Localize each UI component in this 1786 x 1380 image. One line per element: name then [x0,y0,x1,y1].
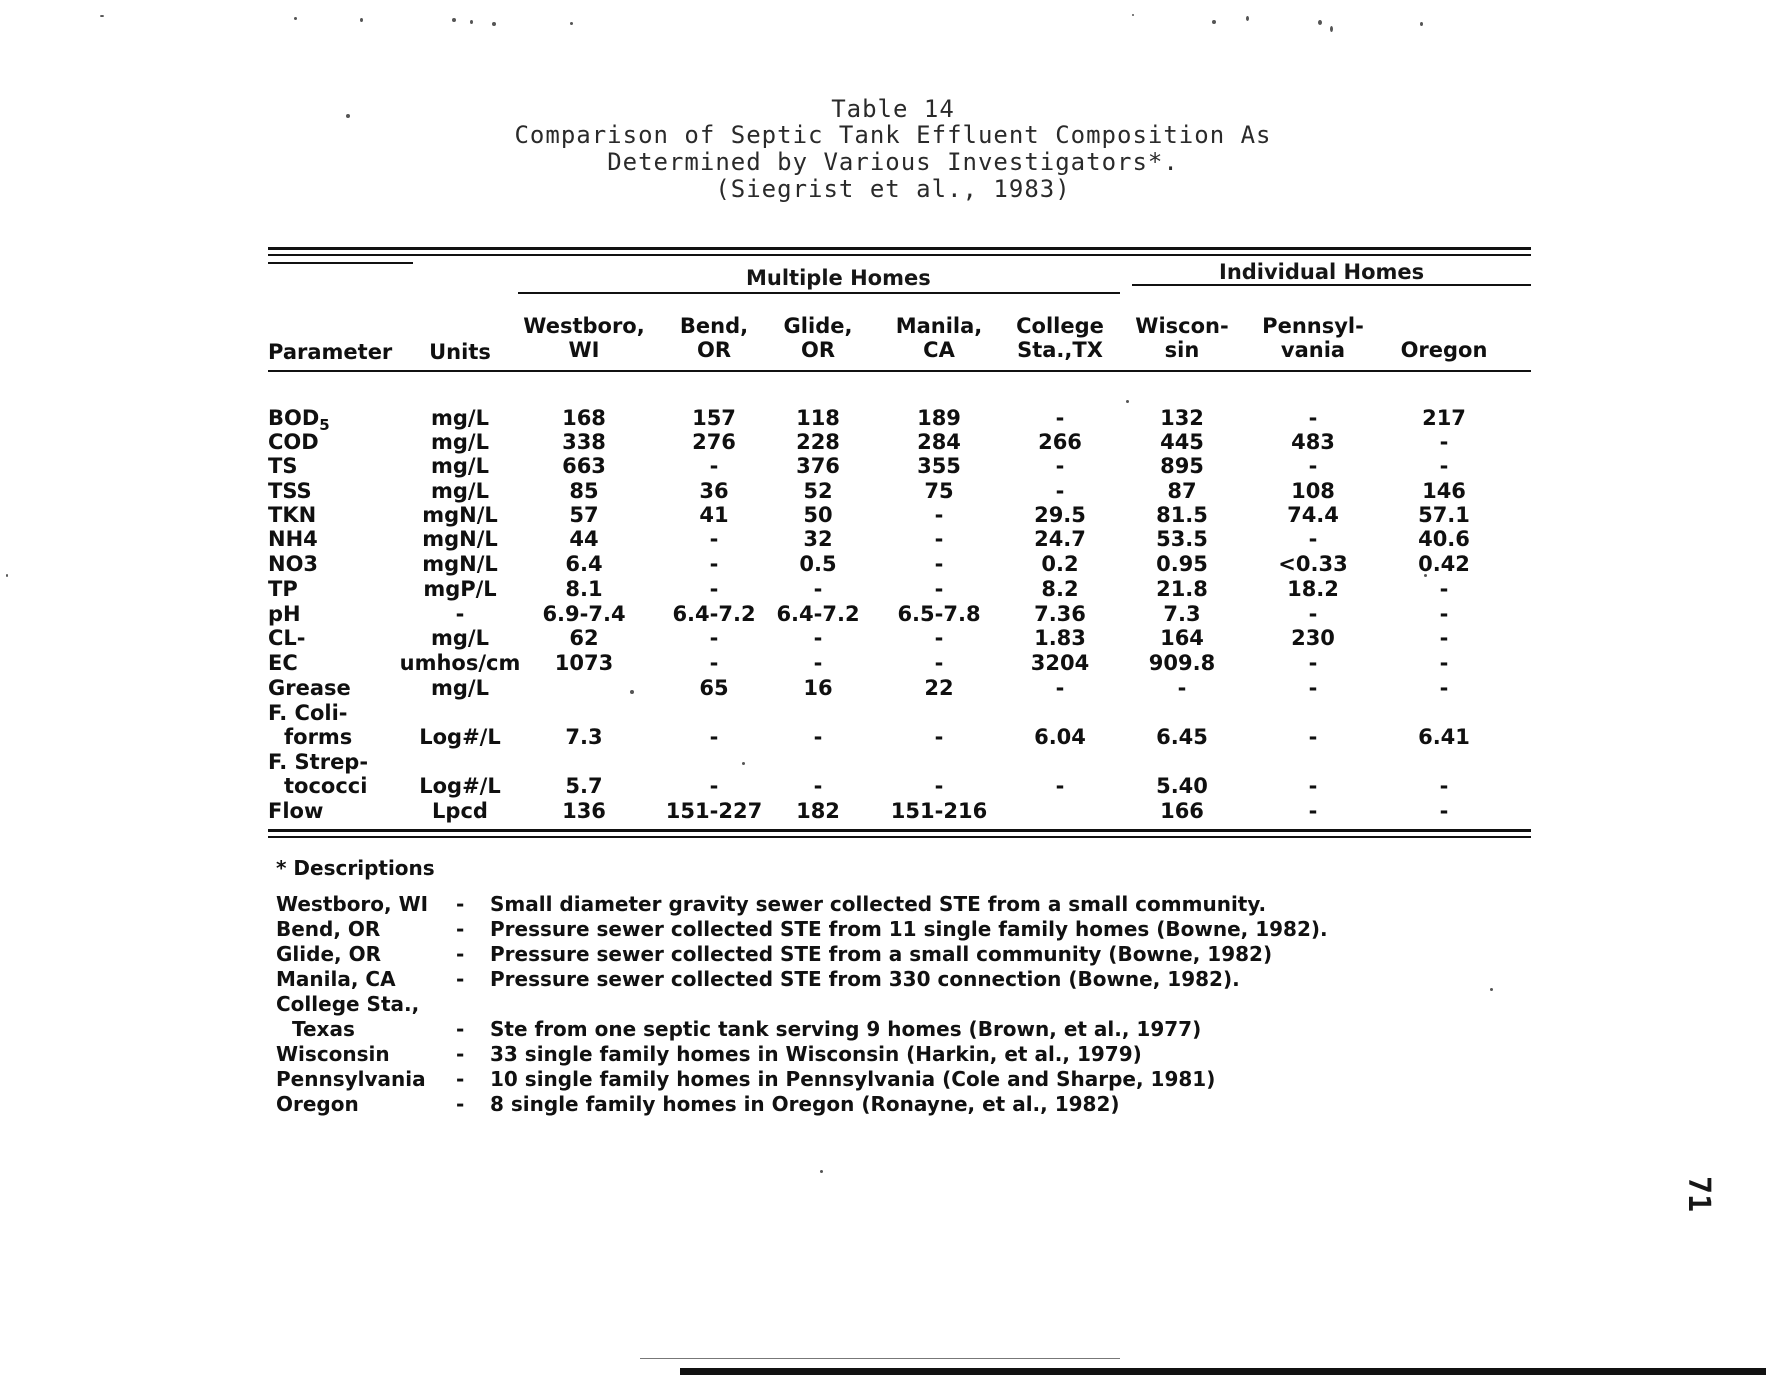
parameter-label: TSS [268,479,312,503]
value-cell: 0.42 [1418,552,1470,576]
value-cell: 6.45 [1156,725,1208,749]
description-site: Manila, CA [276,967,396,991]
header-site-line1: Manila, [895,314,983,338]
value-cell: 132 [1160,406,1204,430]
value-cell: 16 [803,676,833,700]
value-cell: 5.40 [1156,774,1208,798]
value-cell: 0.5 [799,552,837,576]
value-cell: <0.33 [1278,552,1348,576]
value-cell: - [709,527,719,551]
value-cell: 57 [569,503,599,527]
group-header-individual-homes: Individual Homes [1219,260,1425,284]
value-cell: - [934,577,944,601]
header-bottom-rule [268,370,1531,372]
description-site: Texas [292,1017,355,1041]
value-cell: - [1439,774,1449,798]
value-cell: 22 [924,676,954,700]
value-cell: 157 [692,406,736,430]
caption-line-2: Determined by Various Investigators*. [607,148,1179,176]
unit-cell: mgN/L [422,527,498,551]
value-cell: 3204 [1030,651,1090,675]
description-text: 10 single family homes in Pennsylvania (Cole and Sharpe, 1981) [490,1067,1216,1091]
description-dash: - [456,917,465,941]
header-site-line1: Westboro, [523,314,645,338]
value-cell: 895 [1160,454,1204,478]
value-cell: - [1439,602,1449,626]
value-cell: 663 [562,454,606,478]
value-cell: 445 [1160,430,1204,454]
group-header-multiple-homes: Multiple Homes [746,266,931,290]
description-site: Westboro, WI [276,892,429,916]
bod-subscript: 5 [319,416,330,435]
parameter-label: Flow [268,799,324,823]
value-cell: - [934,503,944,527]
value-cell: 284 [917,430,961,454]
value-cell: 483 [1291,430,1335,454]
value-cell: 29.5 [1034,503,1086,527]
header-site-line2: sin [1164,338,1200,362]
value-cell: - [709,552,719,576]
unit-cell: mg/L [431,626,489,650]
header-site-line2: Oregon [1400,338,1488,362]
value-cell: 0.2 [1041,552,1079,576]
value-cell: 6.9-7.4 [542,602,626,626]
value-cell: - [1439,430,1449,454]
parameter-label: EC [268,651,298,675]
value-cell: 7.36 [1034,602,1086,626]
value-cell: 6.5-7.8 [897,602,981,626]
unit-cell: mg/L [431,406,489,430]
value-cell: - [1055,676,1065,700]
unit-cell: Lpcd [432,799,488,823]
value-cell: 81.5 [1156,503,1208,527]
parameter-label: TP [268,577,298,601]
value-cell: 65 [699,676,729,700]
description-dash: - [456,1017,465,1041]
header-site-line2: WI [568,338,600,362]
value-cell: 1073 [554,651,614,675]
value-cell: 50 [803,503,833,527]
value-cell: 5.7 [565,774,603,798]
value-cell: - [1055,454,1065,478]
value-cell: - [1439,651,1449,675]
value-cell: - [709,626,719,650]
value-cell: - [813,725,823,749]
header-site-line1: College [1016,314,1104,338]
value-cell: - [1439,626,1449,650]
unit-cell: Log#/L [419,725,501,749]
description-site: Pennsylvania [276,1067,426,1091]
value-cell: - [934,527,944,551]
header-site-line2: vania [1280,338,1346,362]
description-text: Ste from one septic tank serving 9 homes (Brown, et al., 1977) [490,1017,1202,1041]
parameter-label: $BOD_5$ [268,406,330,435]
value-cell: - [1308,774,1318,798]
bottom-scan-dashes [640,1358,1120,1359]
value-cell: 909.8 [1148,651,1216,675]
value-cell: - [813,651,823,675]
header-site-line1: Pennsyl- [1262,314,1364,338]
value-cell: 0.95 [1156,552,1208,576]
value-cell: - [1055,479,1065,503]
unit-cell: mg/L [431,454,489,478]
value-cell: - [934,774,944,798]
header-site-line1: Bend, [679,314,749,338]
table-bottom-rule-1 [268,829,1531,832]
value-cell: - [709,454,719,478]
value-cell: - [1308,527,1318,551]
parameter-label: TKN [268,503,317,527]
value-cell: 32 [803,527,833,551]
value-cell: 52 [803,479,833,503]
header-site-line2: OR [800,338,836,362]
value-cell: 182 [796,799,840,823]
value-cell: 6.4-7.2 [672,602,756,626]
unit-cell: mg/L [431,430,489,454]
value-cell: - [1308,799,1318,823]
value-cell: 151-227 [665,799,763,823]
description-text: Small diameter gravity sewer collected STE from a small community. [490,892,1267,916]
value-cell: 217 [1422,406,1466,430]
header-site-line1: Glide, [783,314,853,338]
value-cell: 338 [562,430,606,454]
value-cell: 44 [569,527,599,551]
value-cell: 36 [699,479,729,503]
value-cell: - [1439,454,1449,478]
table-number: Table 14 [831,95,955,123]
value-cell: 168 [562,406,606,430]
value-cell: 355 [917,454,961,478]
value-cell: 62 [569,626,599,650]
value-cell: 108 [1291,479,1335,503]
caption-line-1: Comparison of Septic Tank Effluent Composition As [514,121,1272,149]
value-cell: - [1439,577,1449,601]
value-cell: 146 [1422,479,1466,503]
description-site: Oregon [276,1092,359,1116]
descriptions-heading: * Descriptions [276,856,435,880]
value-cell: 166 [1160,799,1204,823]
value-cell: 24.7 [1034,527,1086,551]
description-text: 33 single family homes in Wisconsin (Harkin, et al., 1979) [490,1042,1142,1066]
value-cell: 8.2 [1041,577,1079,601]
value-cell: 40.6 [1418,527,1470,551]
description-site: Wisconsin [276,1042,390,1066]
value-cell: 21.8 [1156,577,1208,601]
value-cell: 75 [924,479,954,503]
parameter-label: Grease [268,676,351,700]
table-top-rule-1 [268,247,1531,250]
unit-cell: Log#/L [419,774,501,798]
value-cell: 276 [692,430,736,454]
value-cell: - [709,774,719,798]
value-cell: 18.2 [1287,577,1339,601]
unit-cell: mg/L [431,676,489,700]
parameter-label: forms [284,725,353,749]
table-bottom-rule-2 [268,836,1531,838]
value-cell: 189 [917,406,961,430]
header-site-line2: Sta.,TX [1017,338,1103,362]
description-dash: - [456,942,465,966]
value-cell: - [934,725,944,749]
table-top-rule-2 [268,254,1531,256]
value-cell: 151-216 [890,799,988,823]
description-dash: - [456,967,465,991]
value-cell: 41 [699,503,729,527]
value-cell: 85 [569,479,599,503]
parameter-label: pH [268,602,301,626]
description-site: Glide, OR [276,942,381,966]
value-cell: - [813,577,823,601]
value-cell: 266 [1038,430,1082,454]
header-site-line2: OR [696,338,732,362]
description-dash: - [456,1092,465,1116]
value-cell: 7.3 [1163,602,1201,626]
value-cell: - [709,725,719,749]
caption-line-3: (Siegrist et al., 1983) [715,175,1071,203]
unit-cell: mgN/L [422,552,498,576]
value-cell: 164 [1160,626,1204,650]
parameter-label: NO3 [268,552,319,576]
value-cell: 6.41 [1418,725,1470,749]
value-cell: 1.83 [1034,626,1086,650]
individual-homes-rule [1132,284,1531,286]
value-cell: 6.4 [565,552,603,576]
header-units: Units [429,340,491,364]
unit-cell: mgN/L [422,503,498,527]
value-cell: - [1439,676,1449,700]
value-cell: - [1055,774,1065,798]
parameter-label: F. Strep- [268,750,369,774]
header-site-line1: Wiscon- [1135,314,1229,338]
unit-cell: umhos/cm [399,651,521,675]
description-text: Pressure sewer collected STE from 330 connection (Bowne, 1982). [490,967,1240,991]
unit-cell: - [455,602,465,626]
parameter-label: CL- [268,626,306,650]
value-cell: - [1308,454,1318,478]
unit-cell: mgP/L [423,577,497,601]
parameter-label: TS [268,454,298,478]
value-cell: 6.4-7.2 [776,602,860,626]
description-text: Pressure sewer collected STE from 11 single family homes (Bowne, 1982). [490,917,1328,941]
value-cell: 53.5 [1156,527,1208,551]
value-cell: 7.3 [565,725,603,749]
value-cell: 74.4 [1287,503,1339,527]
value-cell: - [709,577,719,601]
value-cell: 118 [796,406,840,430]
description-site: College Sta., [276,992,420,1016]
value-cell: 6.04 [1034,725,1086,749]
parameter-label: COD [268,430,319,454]
parameter-label: tococci [284,774,368,798]
value-cell: - [934,626,944,650]
value-cell: - [813,626,823,650]
value-cell: 8.1 [565,577,603,601]
value-cell: - [813,774,823,798]
bottom-scan-bar [680,1368,1766,1375]
value-cell: - [1308,725,1318,749]
parameter-label: NH4 [268,527,318,551]
value-cell: 57.1 [1418,503,1470,527]
value-cell: 87 [1167,479,1197,503]
value-cell: - [1177,676,1187,700]
page-number: 71 [1681,1176,1716,1213]
parameter-label: F. Coli- [268,701,348,725]
header-parameter: Parameter [268,340,393,364]
value-cell: - [934,552,944,576]
description-dash: - [456,1042,465,1066]
unit-cell: mg/L [431,479,489,503]
value-cell: - [934,651,944,675]
value-cell: - [1308,602,1318,626]
value-cell: 230 [1291,626,1335,650]
value-cell: - [1308,676,1318,700]
value-cell: 376 [796,454,840,478]
description-text: Pressure sewer collected STE from a small community (Bowne, 1982) [490,942,1273,966]
header-site-line2: CA [923,338,955,362]
description-site: Bend, OR [276,917,381,941]
multiple-homes-rule [518,292,1120,294]
description-text: 8 single family homes in Oregon (Ronayne, et al., 1982) [490,1092,1120,1116]
value-cell: 228 [796,430,840,454]
description-dash: - [456,892,465,916]
table-top-rule-3 [268,262,413,264]
description-dash: - [456,1067,465,1091]
value-cell: - [1308,651,1318,675]
value-cell: 136 [562,799,606,823]
value-cell: - [709,651,719,675]
value-cell: - [1055,406,1065,430]
value-cell: - [1308,406,1318,430]
value-cell: - [1439,799,1449,823]
